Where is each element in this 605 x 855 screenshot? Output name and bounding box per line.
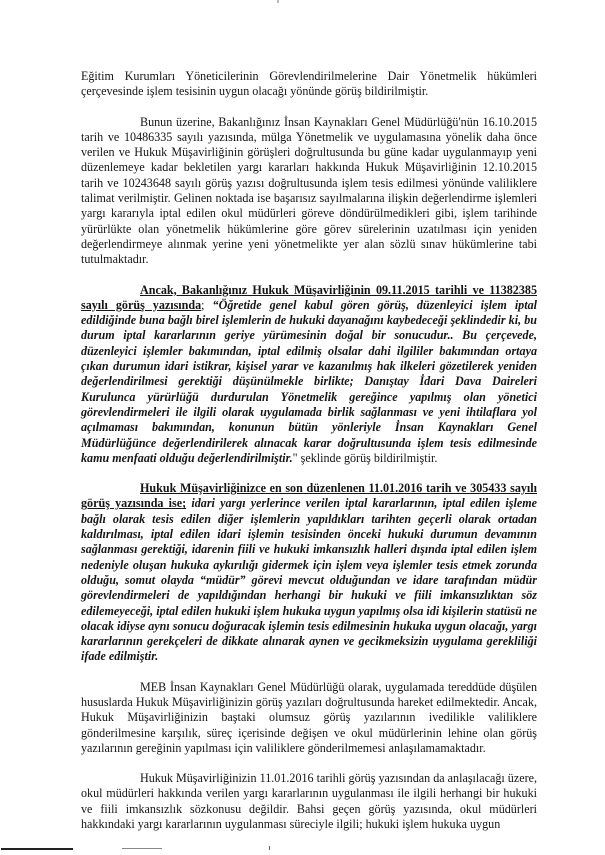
paragraph-spacer xyxy=(81,100,537,115)
quoted-opinion-2016: idari yargı yerlerince verilen iptal kararlarının, iptal edilen işleme bağlı olarak tesis edilen diğer işlemlerin yapıldıkları tarihten geçerli olarak ortadan kaldırılması, iptal edilen idari işlemin tesisinden önceki hukuki durumun devamının sağlanması gerektiği, idarenin fiili ve hukuki imkansızlık halleri dışında iptal edilen işlem nedeniyle oluşan hukuka aykırılığı gidermek için işlem veya işlemler tesis etmek zorunda olduğu, somut olayda “müdür” görevi mevcut olduğundan ve idare tarafından müdür görevlendirmeleri de yapıldığından herhangi bir hukuki ve fiili imkansızlıktan söz edilemeyeceği, iptal edilen hukuki işlem hukuka uygun yapılmış olsa idi kişilerin statüsü ne olacak idiyse aynı sonucu doğuracak işlemin tesis edilmesinin hukuka uygun olacağı, yargı kararlarının gerekçeleri de dikkate alınarak aynen ve gecikmeksizin uygulama gerekliliği ifade edilmiştir. xyxy=(81,496,537,664)
paragraph-spacer xyxy=(81,665,537,680)
paragraph-5: MEB İnsan Kaynakları Genel Müdürlüğü olarak, uygulamada tereddüde düşülen hususlarda Hukuk Müşavirliğinizin görüş yazıları doğrultusunda hareket edilmektedir. Ancak, Hukuk Müşavirliğinizin baştaki olumsuz görüş yazılarının ivedilikle valiliklere gönderilmesine karşılık, süreç içerisinde değişen ve okul müdürlerinin lehine olan görüş yazılarının gereğinin yapılması için valiliklere gönderilmemesi anlaşılamamaktadır. xyxy=(81,679,537,755)
separator: ; xyxy=(201,297,213,312)
scan-artifact xyxy=(277,0,279,3)
scan-artifact xyxy=(269,846,270,850)
paragraph-spacer xyxy=(81,466,537,481)
legal-opinion-reference-2015: Ancak, Bakanlığınız Hukuk Müşavirliğinin 09.11.2015 tarihli ve 11382385 sayılı görüş yazısında xyxy=(81,282,537,312)
scan-artifact xyxy=(122,848,162,849)
paragraph-2: Bunun üzerine, Bakanlığınız İnsan Kaynakları Genel Müdürlüğü'nün 16.10.2015 tarih ve 10486335 sayılı yazısında, mülga Yönetmelik ve uygulamasına yönelik daha önce verilen ve Hukuk Müşavirliğinin görüşleri doğrultusunda bu güne kadar uygulanmayıp yeni düzenlemeye kadar bekletilen yargı kararları hakkında Hukuk Müşavirliğinin 12.10.2015 tarih ve 10243648 sayılı görüş yazısı doğrultusunda işlem tesis edilmesi yönünde valiliklere talimat verilmiştir. Gelinen noktada ise başarısız sayılmalarına ilişkin değerlendirme işlemleri yargı kararıyla iptal edilen okul müdürleri göreve döndürülmedikleri gibi, işlem tarihinde yürürlükte olan yönetmelik hükümlerine göre görev sürelerinin uzatılması için yeniden değerlendirmeye alınmak yerine yeni yönetmelikte yer alan sözlü sınav hükümlerine tabi tutulmaktadır. xyxy=(81,114,537,267)
scan-edge-marks xyxy=(0,846,605,852)
paragraph-3 xyxy=(81,283,537,467)
paragraph-3-tail: " şeklinde görüş bildirilmiştir. xyxy=(292,450,438,465)
paragraph-4 xyxy=(81,481,537,665)
paragraph-spacer xyxy=(81,756,537,771)
paragraph-spacer xyxy=(81,268,537,283)
legal-opinion-reference-2016: Hukuk Müşavirliğinizce en son düzenlenen 11.01.2016 tarih ve 305433 sayılı görüş yazısında ise; xyxy=(81,481,537,511)
quoted-opinion-2015: “Öğretide genel kabul gören görüş, düzenleyici işlem iptal edildiğinde buna bağlı birel işlemlerin de hukuki dayanağını kaybedeceği şeklindedir ki, bu durum iptal kararlarının geriye yürümesinin doğal bir sonucudur.. Bu çerçevede, düzenleyici işlemler bakımından, iptal edilmiş olsalar dahi ilgililer bakımından ortaya çıkan durumun idari istikrar, kişisel yarar ve kazanılmış hak ilkeleri gözetilerek yeniden değerlendirilmesi gerektiği düşünülmekle birlikte; Danıştay İdari Dava Daireleri Kurulunca yürürlüğü durdurulan Yönetmelik gereğince yapılmış olan yönetici görevlendirmeleri ile ilgili olarak uygulamada birlik sağlanması ve yeni ihtilaflara yol açılmaması bakımından, konunun bütün yönleriyle İnsan Kaynakları Genel Müdürlüğünce değerlendirilerek alınacak karar doğrultusunda işlem tesis edilmesinde kamu menfaati olduğu değerlendirilmiştir. xyxy=(81,297,537,465)
paragraph-6: Hukuk Müşavirliğinizin 11.01.2016 tarihli görüş yazısından da anlaşılacağı üzere, okul müdürleri hakkında verilen yargı kararlarının uygulanması ile ilgili herhangi bir hukuki ve fiili imkansızlık sözkonusu değildir. Bahsi geçen görüş yazısında, okul müdürleri hakkındaki yargı kararlarının uygulanması süreciyle ilgili; hukuki işlem hukuka uygun xyxy=(81,771,537,832)
scan-artifact xyxy=(1,848,73,850)
paragraph-1: Eğitim Kurumları Yöneticilerinin Görevlendirilmelerine Dair Yönetmelik hükümleri çerçevesinde işlem tesisinin uygun olacağı yönünde görüş bildirilmiştir. xyxy=(81,69,537,99)
document-body xyxy=(81,69,537,832)
